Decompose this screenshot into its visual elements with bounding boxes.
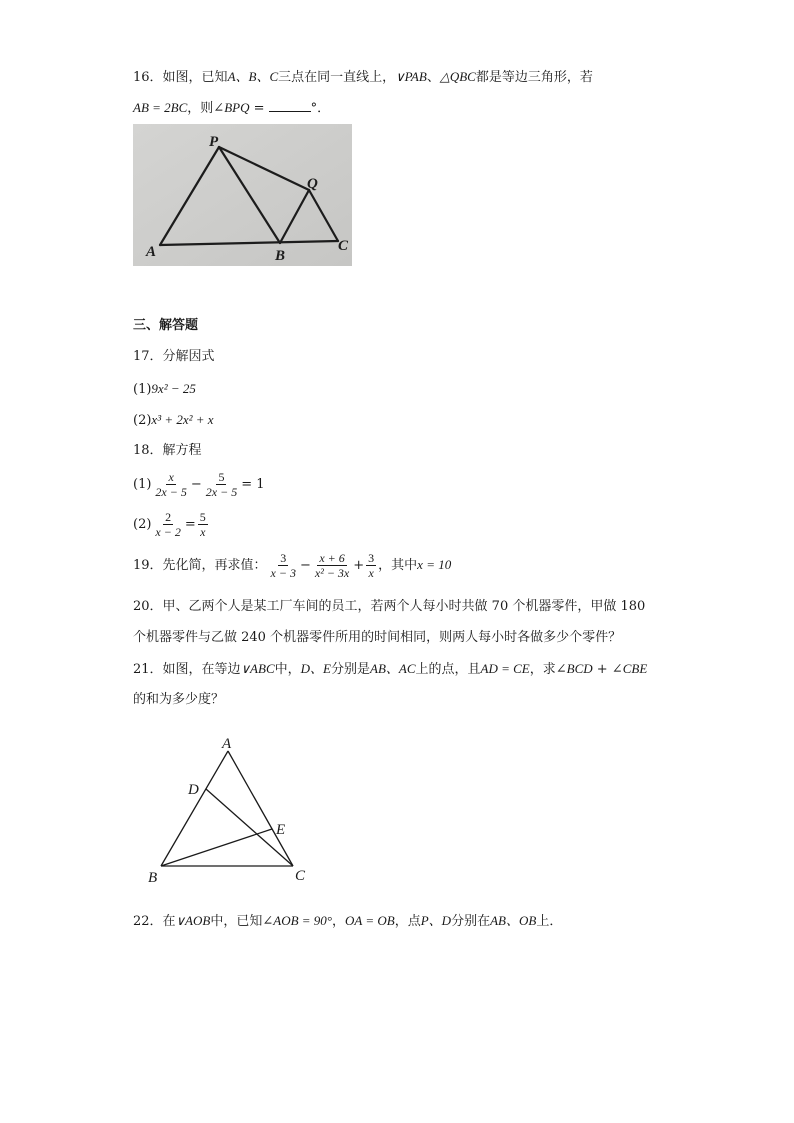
q16-separator: 、 [426,70,440,85]
q16-text4: ，则∠ [187,101,225,116]
numerator: 3 [280,551,287,565]
q16-angle: BPQ [224,100,250,115]
q22-angle: AOB = 90° [273,913,332,928]
q22-text2: 中，已知∠ [210,914,274,929]
q16-text3: 都是等边三角形，若 [475,70,593,85]
q21-points: D、E [300,661,331,676]
label-b: B [275,248,286,264]
q21-text1: 21．如图，在等边 [133,662,241,677]
q22-line [133,912,562,931]
q17-p2-expr: x³ + 2x² + x [151,412,214,427]
q16-line1 [133,68,593,87]
q21-text4: 上的点，且 [415,662,481,677]
q18-part1 [133,470,265,499]
q19-condition: x = 10 [417,557,452,572]
q18-p2-fraction1 [153,510,182,539]
q18-p2-label: (2) [133,517,152,532]
section-heading: 三、解答题 [133,318,199,333]
q19-text1: 19．先化简，再求值： [133,558,267,573]
numerator: x [168,470,174,484]
q18-p1-fraction2 [204,470,239,499]
q21-text3: 分别是 [330,662,370,677]
q17-p1-label: (1) [133,382,152,397]
q16-text1: 如图，已知 [162,70,228,85]
q16-line2 [133,99,330,118]
q21-angle1: BCD [566,661,593,676]
q19-fraction2 [313,551,351,580]
numerator: 5 [199,510,206,524]
q22-text1: 22．在 [133,914,176,929]
q21-angle2: CBE [622,661,648,676]
label-c: C [295,868,306,884]
q19-line [133,551,451,580]
minus-sign: − [190,477,202,492]
q17-part2 [133,411,214,430]
denominator: 2x − 5 [155,485,187,499]
label-a: A [222,736,232,752]
q18-part2 [133,510,210,539]
denominator: x − 2 [155,525,181,539]
q20-line1: 20．甲、乙两个人是某工厂车间的员工，若两个人每小时共做 70 个机器零件，甲做 180 [133,599,646,614]
numerator: 3 [368,551,375,565]
q22-triangle: ∨AOB [175,913,211,928]
q21-text2: 中， [274,662,301,677]
q21-text5: ，求∠ [529,662,567,677]
q21-line2: 的和为多少度？ [133,692,225,707]
q20-line2: 个机器零件与乙做 240 个机器零件所用的时间相同，则两人每小时各做多少个零件？ [133,630,622,645]
q17-title: 17．分解因式 [133,349,215,364]
q21-plus: + ∠ [592,662,623,677]
q22-condition: OA = OB [345,913,395,928]
q16-equals: = [249,101,269,116]
denominator: x [368,566,374,580]
side-ac [228,751,293,866]
side-ab [161,751,228,866]
rhs: = 1 [241,477,265,492]
denominator: x [200,525,206,539]
minus-sign: − [299,558,311,573]
q22-text6: 上． [536,914,563,929]
q19-fraction3 [366,551,376,580]
q19-text2: ，其中 [378,558,418,573]
q21-line1 [133,660,647,679]
label-c: C [338,238,349,254]
q22-segments: AB、OB [490,913,537,928]
denominator: x − 3 [270,566,296,580]
numerator: 2 [165,510,172,524]
q18-p2-fraction2 [198,510,208,539]
denominator: x² − 3x [314,566,350,580]
denominator: 2x − 5 [205,485,238,499]
label-b: B [148,870,158,886]
q22-text4: ，点 [394,914,421,929]
q22-text5: 分别在 [451,914,491,929]
q16-points: A、B、C [227,69,279,84]
q16-text2: 三点在同一直线上， [278,70,396,85]
segment-be [161,829,272,866]
q22-points: P、D [420,913,452,928]
label-q: Q [307,176,318,192]
q21-triangle: ∨ABC [240,661,275,676]
label-a: A [146,244,157,260]
q17-p1-expr: 9x² − 25 [151,381,196,396]
q16-triangle-qbc: △QBC [439,69,476,84]
q16-degree: °． [310,101,331,116]
q17-p2-label: (2) [133,413,152,428]
equals-sign: = [184,517,196,532]
q22-text3: ， [332,914,346,929]
q18-p1-label: (1) [133,477,152,492]
q16-condition: AB = 2BC [133,100,188,115]
q19-fraction1 [269,551,298,580]
q18-p1-fraction1 [153,470,188,499]
label-p: P [209,134,219,150]
label-e: E [276,822,286,838]
numerator: 5 [218,470,225,484]
q21-figure [140,730,320,890]
q16-figure-photo [133,124,352,266]
q18-title: 18．解方程 [133,443,202,458]
q21-sides: AB、AC [370,661,416,676]
q21-condition: AD = CE [480,661,530,676]
q16-triangle-pab: ∨PAB [395,69,427,84]
q16-answer-blank [269,99,311,112]
q17-part1 [133,380,196,399]
q16-num: 16． [133,70,163,85]
plus-sign: + [353,558,365,573]
numerator: x + 6 [319,551,345,565]
label-d: D [188,782,199,798]
